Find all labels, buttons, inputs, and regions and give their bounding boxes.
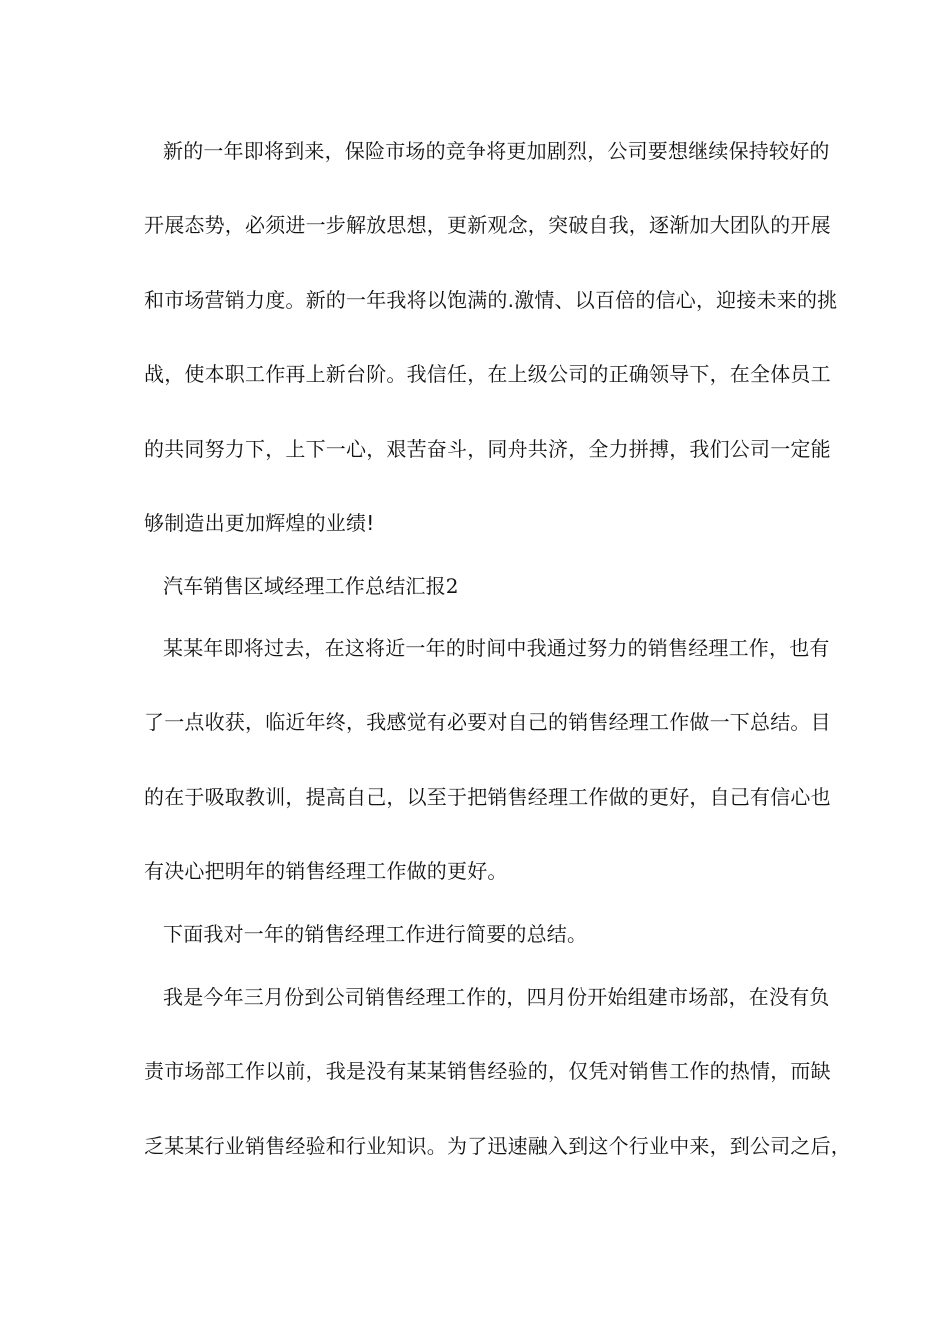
paragraph-line: 的共同努力下，上下一心，艰苦奋斗，同舟共济，全力拼搏，我们公司一定能 bbox=[144, 437, 831, 461]
paragraph-line: 有决心把明年的销售经理工作做的更好。 bbox=[144, 859, 508, 883]
paragraph-line: 的在于吸取教训，提高自己，以至于把销售经理工作做的更好，自己有信心也 bbox=[144, 785, 831, 809]
paragraph-line: 新的一年即将到来，保险市场的竞争将更加剧烈，公司要想继续保持较好的 bbox=[163, 139, 830, 163]
paragraph-line: 我是今年三月份到公司销售经理工作的，四月份开始组建市场部，在没有负 bbox=[163, 985, 830, 1009]
paragraph-line: 战，使本职工作再上新台阶。我信任，在上级公司的正确领导下，在全体员工 bbox=[144, 362, 831, 386]
paragraph-line: 责市场部工作以前，我是没有某某销售经验的，仅凭对销售工作的热情，而缺 bbox=[144, 1059, 831, 1083]
section-heading: 汽车销售区域经理工作总结汇报2 bbox=[163, 574, 459, 598]
paragraph-line: 某某年即将过去，在这将近一年的时间中我通过努力的销售经理工作，也有 bbox=[163, 636, 830, 660]
paragraph-line: 开展态势，必须进一步解放思想，更新观念，突破自我，逐渐加大团队的开展 bbox=[144, 213, 831, 237]
paragraph-line: 下面我对一年的销售经理工作进行简要的总结。 bbox=[163, 922, 588, 946]
paragraph-line: 乏某某行业销售经验和行业知识。为了迅速融入到这个行业中来，到公司之后， bbox=[144, 1134, 851, 1158]
paragraph-line: 和市场营销力度。新的一年我将以饱满的.激情、以百倍的信心，迎接未来的挑 bbox=[144, 288, 838, 312]
paragraph-line: 了一点收获，临近年终，我感觉有必要对自己的销售经理工作做一下总结。目 bbox=[144, 710, 831, 734]
paragraph-line: 够制造出更加辉煌的业绩! bbox=[144, 511, 375, 535]
